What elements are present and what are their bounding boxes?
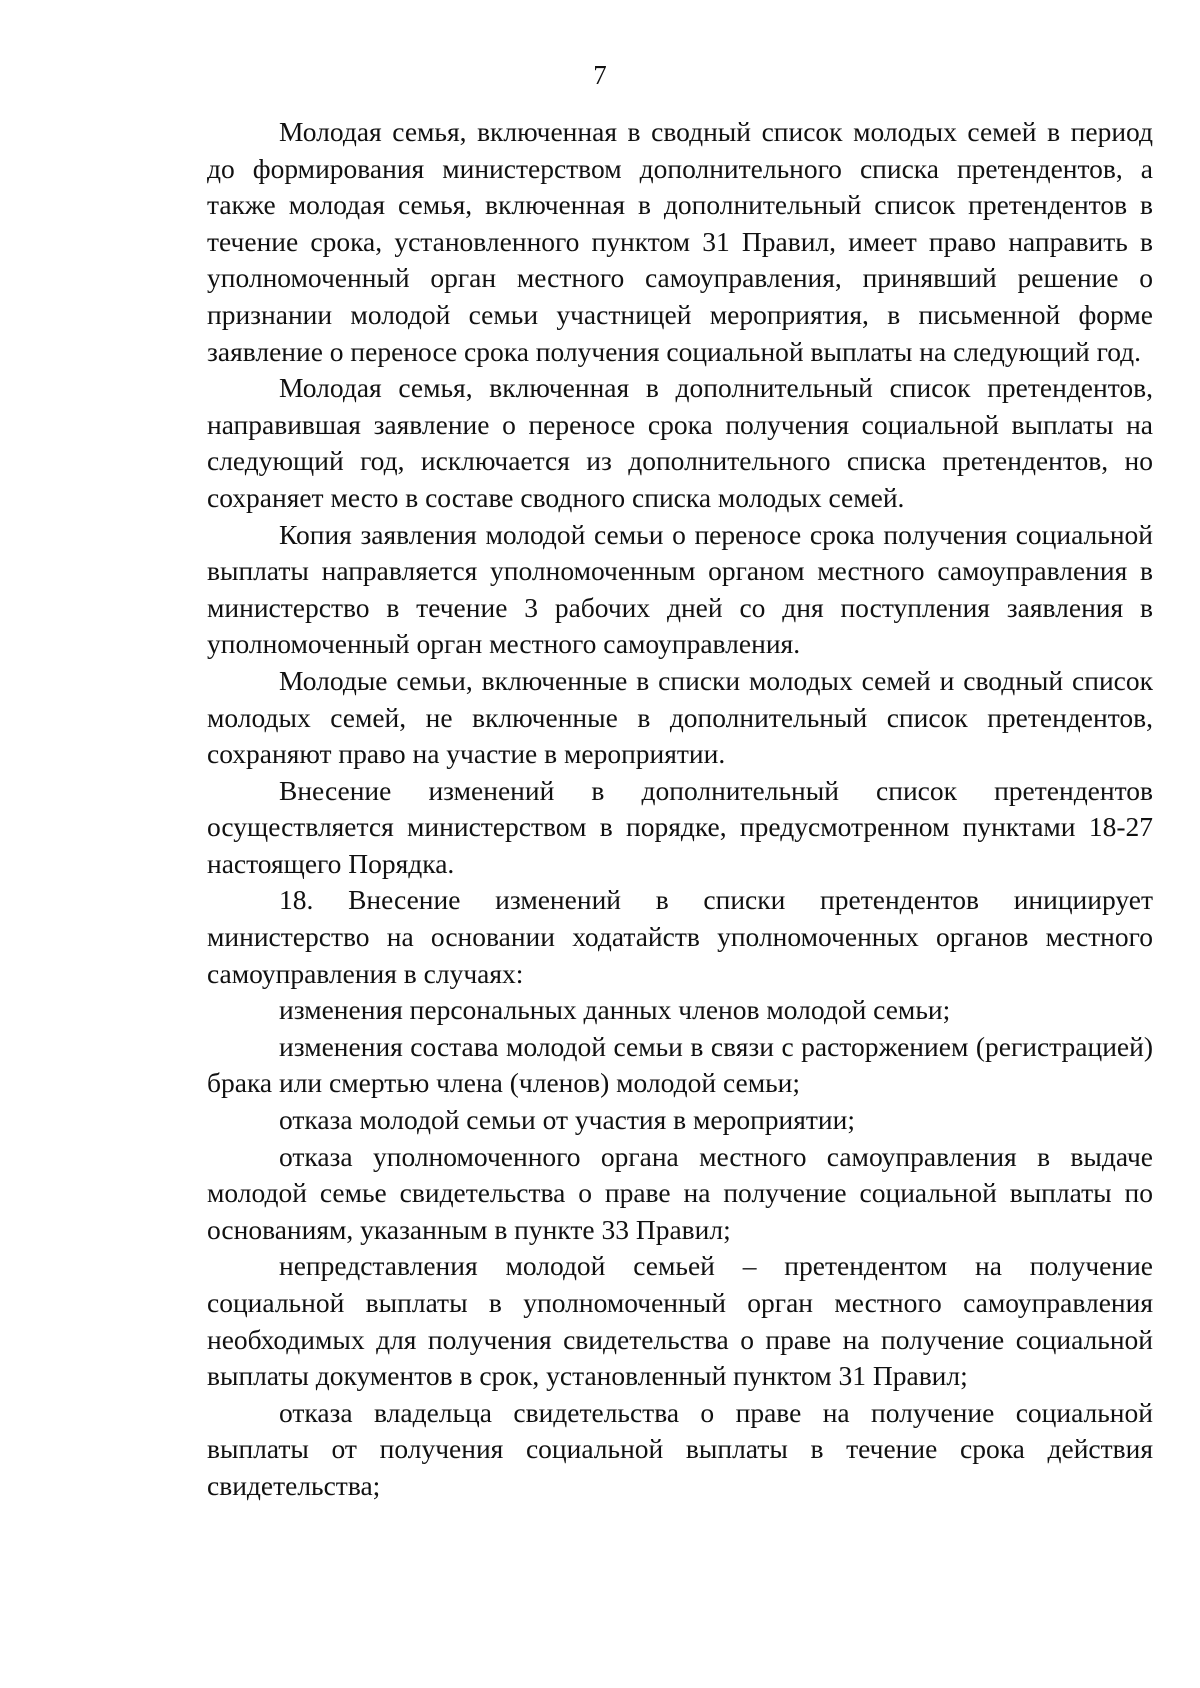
paragraph-exclusion-from-additional-list: Молодая семья, включенная в дополнительный список претендентов, направившая заявление о переносе срока получения социальной выплаты на следующий год, исключается из дополнительного списка претендентов, но сохраняет место в составе сводного списка молодых семей.: [207, 372, 1153, 513]
paragraph-list-changes: Внесение изменений в дополнительный список претендентов осуществляется министерством в порядке, предусмотренном пунктами 18-27 настоящего Порядка.: [207, 774, 1153, 879]
paragraph-section-18: 18. Внесение изменений в списки претендентов инициирует министерство на основании ходатайств уполномоченных органов местного самоуправления в случаях:: [207, 884, 1153, 989]
list-item-documents-not-submitted: непредставления молодой семьей – претендентом на получение социальной выплаты в уполномоченный орган местного самоуправления необходимых для получения свидетельства о праве на получение социальной выплаты документов в срок, установленный пунктом 31 Правил;: [207, 1250, 1153, 1392]
list-item-family-composition: изменения состава молодой семьи в связи с расторжением (регистрацией) брака или смертью члена (членов) молодой семьи;: [207, 1030, 1153, 1099]
list-item-personal-data: изменения персональных данных членов молодой семьи;: [279, 994, 951, 1026]
list-item-holder-refusal: отказа владельца свидетельства о праве на получение социальной выплаты от получения социальной выплаты в течение срока действия свидетельства;: [207, 1396, 1153, 1501]
page-number: 7: [593, 60, 607, 90]
document-body: [207, 114, 1153, 1505]
list-item-refusal-participation: отказа молодой семьи от участия в мероприятии;: [279, 1104, 856, 1136]
paragraph-retained-right: Молодые семьи, включенные в списки молодых семей и сводный список молодых семей, не включенные в дополнительный список претендентов, сохраняют право на участие в мероприятии.: [207, 664, 1153, 770]
paragraph-deferral-right: Молодая семья, включенная в сводный список молодых семей в период до формирования министерством дополнительного списка претендентов, а также молодая семья, включенная в дополнительный список претендентов в течение срока, установленного пунктом 31 Правил, имеет право направить в уполномоченный орган местного самоуправления, принявший решение о признании молодой семьи участницей мероприятия, в письменной форме заявление о переносе срока получения социальной выплаты на следующий год.: [207, 116, 1153, 367]
list-item-certificate-refusal: отказа уполномоченного органа местного самоуправления в выдаче молодой семье свидетельства о праве на получение социальной выплаты по основаниям, указанным в пункте 33 Правил;: [207, 1140, 1153, 1245]
paragraph-application-copy: Копия заявления молодой семьи о переносе срока получения социальной выплаты направляется уполномоченным органом местного самоуправления в министерство в течение 3 рабочих дней со дня поступления заявления в уполномоченный орган местного самоуправления.: [207, 518, 1153, 660]
